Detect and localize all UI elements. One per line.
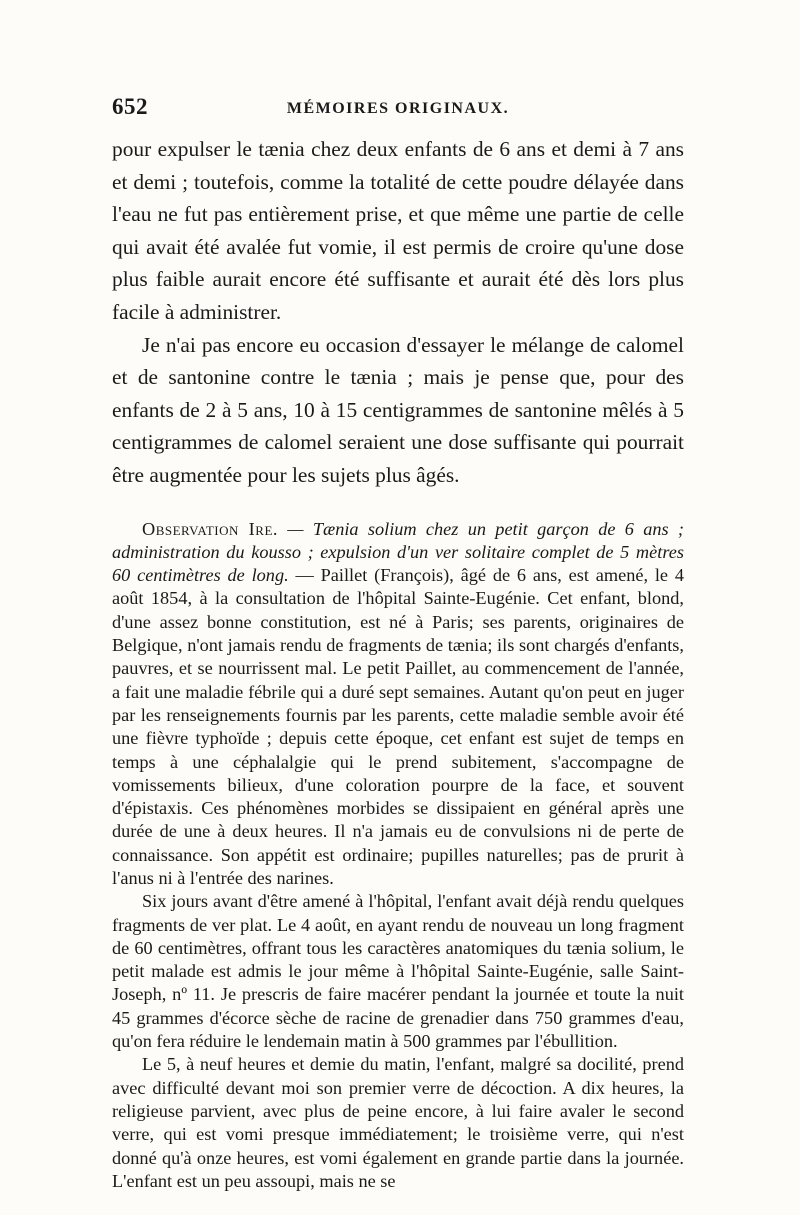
observation-title: — Tænia solium chez un petit garçon de 6 ans ; administration du kousso ; expulsion d'un ver solitaire complet de 5 mètres 60 centimètres de long. bbox=[112, 518, 684, 586]
page-number: 652 bbox=[112, 94, 148, 119]
paragraph-treatment: Le 5, à neuf heures et demie du matin, l'enfant, malgré sa docilité, prend avec difficulté devant moi son premier verre de décoction. A dix heures, la religieuse parvient, avec plus de peine encore, à lui faire avaler le second verre, qui est vomi presque immédiatement; le troisième verre, qui n'est donné qu'à onze heures, est vomi également en grande partie dans la journée. L'enfant est un peu assoupi, mais ne se bbox=[112, 1054, 684, 1191]
paragraph-continuation: pour expulser le tænia chez deux enfants de 6 ans et demi à 7 ans et demi ; toutefois, comme la totalité de cette poudre délayée dans l'eau ne fut pas entièrement prise, et que même une partie de celle qui avait été avalée fut vomie, il est permis de croire qu'une dose plus faible aurait encore été suffisante et aurait été dès lors plus facile à administrer. bbox=[112, 137, 684, 324]
running-title: MÉMOIRES ORIGINAUX. bbox=[286, 100, 510, 117]
page-header bbox=[112, 94, 684, 124]
paragraph-admission: Six jours avant d'être amené à l'hôpital, l'enfant avait déjà rendu quelques fragments de ver plat. Le 4 août, en ayant rendu de nouveau un long fragment de 60 centimètres, offrant tous les caractères anatomiques du tænia solium, le petit malade est admis le jour même à l'hôpital Sainte-Eugénie, salle Saint-Joseph, nº 11. Je prescris de faire macérer pendant la journée et toute la nuit 45 grammes d'écorce sèche de racine de grenadier dans 750 grammes d'eau, qu'on fera réduire le lendemain matin à 500 grammes par l'ébullition. bbox=[112, 891, 684, 1052]
observation-text: — Paillet (François), âgé de 6 ans, est amené, le 4 août 1854, à la consultation de l'hôpital Sainte-Eugénie. Cet enfant, blond, d'une assez bonne constitution, est né à Paris; ses parents, originaires de Belgique, n'ont jamais rendu de fragments de tænia; ils sont chargés d'enfants, pauvres, et se nourrissent mal. Le petit Paillet, au commencement de l'année, a fait une maladie fébrile qui a duré sept semaines. Autant qu'on peut en juger par les renseignements fournis par les parents, cette maladie semble avoir été une fièvre typhoïde ; depuis cette époque, cet enfant est sujet de temps en temps à une céphalalgie qui le prend subitement, s'accompagne de vomissements bilieux, d'une coloration pourpre de la face, et souvent d'épistaxis. Ces phénomènes morbides se dissipaient en général après une durée de une à deux heures. Il n'a jamais eu de convulsions ni de perte de connaissance. Son appétit est ordinaire; pupilles naturelles; pas de prurit à l'anus ni à l'entrée des narines. bbox=[112, 565, 684, 888]
observation-label: Observation Ire. bbox=[142, 518, 278, 539]
page-body bbox=[112, 133, 684, 1193]
observation-section bbox=[112, 518, 684, 1194]
observation-paragraph bbox=[112, 518, 684, 891]
paragraph-calomel-santonine: Je n'ai pas encore eu occasion d'essayer le mélange de calomel et de santonine contre le tænia ; mais je pense que, pour des enfants de 2 à 5 ans, 10 à 15 centigrammes de santonine mêlés à 5 centigrammes de calomel seraient une dose suffisante qui pourrait être augmentée pour les sujets plus âgés. bbox=[112, 332, 684, 487]
